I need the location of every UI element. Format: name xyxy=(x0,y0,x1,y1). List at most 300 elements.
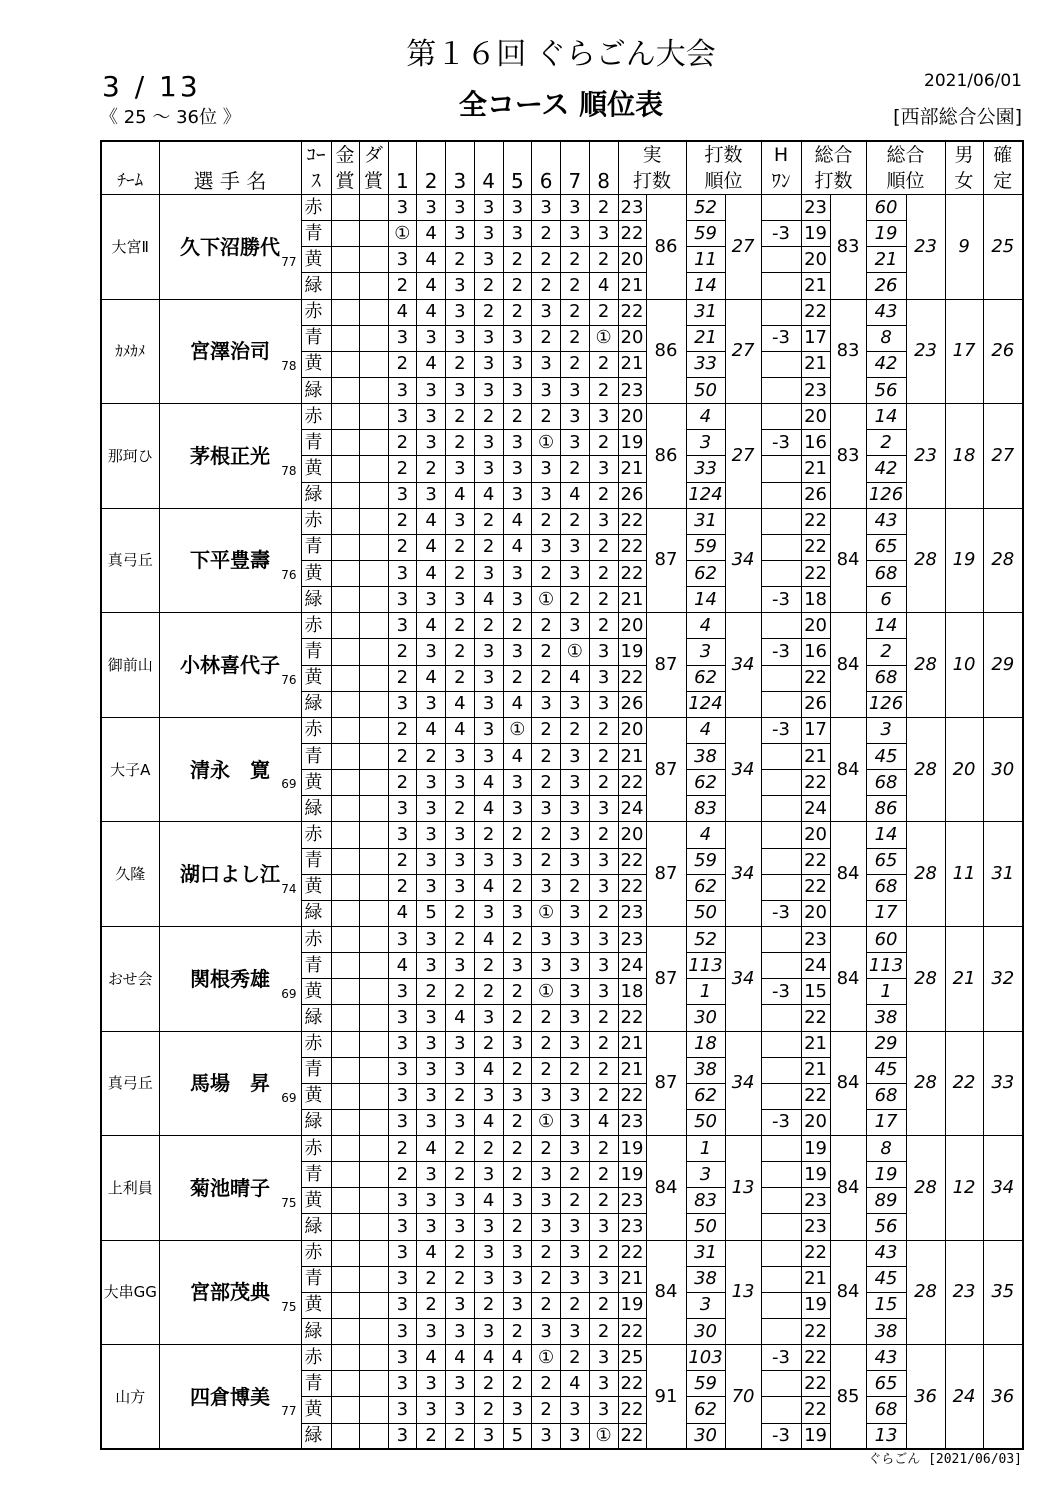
hole-score: 2 xyxy=(589,1005,618,1031)
hole-in-one-bonus xyxy=(761,560,801,586)
team-name: 久隆 xyxy=(101,822,159,927)
course-overall-strokes: 20 xyxy=(801,900,830,926)
hole-score: 2 xyxy=(503,1136,532,1162)
hole-score: 3 xyxy=(589,1266,618,1292)
col-gold-prize-line2: 賞 xyxy=(335,170,355,192)
course-label: 緑 xyxy=(301,691,331,717)
course-strokes-rank: 4 xyxy=(686,717,725,743)
hole-score: 2 xyxy=(503,979,532,1005)
overall-strokes-total: 84 xyxy=(830,822,866,927)
gold-prize-cell xyxy=(331,822,359,848)
hole-score: 2 xyxy=(474,273,503,299)
hole-score: 2 xyxy=(532,1397,561,1423)
hole-score: 3 xyxy=(561,743,590,769)
col-da-prize-line1: ダ xyxy=(363,144,383,166)
hole-score: 2 xyxy=(474,1371,503,1397)
hole-in-one-bonus xyxy=(761,1083,801,1109)
hole-score: 3 xyxy=(561,900,590,926)
overall-rank: 36 xyxy=(906,1345,945,1450)
da-prize-cell xyxy=(359,979,388,1005)
hole-score: 4 xyxy=(388,953,417,979)
hole-score: 3 xyxy=(417,587,446,613)
course-label: 緑 xyxy=(301,900,331,926)
strokes-rank: 34 xyxy=(725,1031,761,1136)
course-overall-rank: 38 xyxy=(866,1005,906,1031)
course-strokes: 22 xyxy=(618,1240,646,1266)
hole-score: 4 xyxy=(561,482,590,508)
hole-score: 3 xyxy=(446,456,475,482)
da-prize-cell xyxy=(359,1345,388,1371)
course-strokes-rank: 11 xyxy=(686,247,725,273)
hole-in-one-score: ① xyxy=(388,221,417,247)
course-overall-rank: 17 xyxy=(866,1109,906,1135)
hole-score: 2 xyxy=(532,665,561,691)
da-prize-cell xyxy=(359,1005,388,1031)
hole-score: 3 xyxy=(561,1083,590,1109)
course-label: 赤 xyxy=(301,717,331,743)
hole-score: 3 xyxy=(388,1109,417,1135)
ranking-body xyxy=(101,195,1023,1450)
hole-score: 3 xyxy=(388,1266,417,1292)
course-overall-rank: 2 xyxy=(866,639,906,665)
course-overall-rank: 126 xyxy=(866,482,906,508)
course-overall-strokes: 22 xyxy=(801,665,830,691)
course-overall-strokes: 22 xyxy=(801,848,830,874)
da-prize-cell xyxy=(359,743,388,769)
hole-score: 2 xyxy=(474,979,503,1005)
hole-score: 2 xyxy=(388,508,417,534)
course-strokes-rank: 62 xyxy=(686,665,725,691)
da-prize-cell xyxy=(359,822,388,848)
hole-score: 2 xyxy=(532,1292,561,1318)
player-age: 69 xyxy=(281,986,297,1001)
hole-score: 2 xyxy=(503,1057,532,1083)
course-strokes-rank: 3 xyxy=(686,1162,725,1188)
hole-score: 3 xyxy=(417,1397,446,1423)
hole-score: 3 xyxy=(446,743,475,769)
course-label: 赤 xyxy=(301,1031,331,1057)
hole-in-one-score: ① xyxy=(532,1345,561,1371)
course-overall-rank: 38 xyxy=(866,1319,906,1345)
hole-in-one-score: ① xyxy=(561,639,590,665)
hole-score: 3 xyxy=(561,430,590,456)
da-prize-cell xyxy=(359,691,388,717)
col-strokes-line2: 打数 xyxy=(633,170,672,192)
hole-score: 2 xyxy=(532,404,561,430)
team-name: 山方 xyxy=(101,1345,159,1450)
course-label: 緑 xyxy=(301,587,331,613)
strokes-total: 87 xyxy=(646,508,686,613)
overall-strokes-total: 84 xyxy=(830,508,866,613)
course-overall-strokes: 17 xyxy=(801,717,830,743)
hole-score: 3 xyxy=(417,377,446,403)
hole-in-one-score: ① xyxy=(532,1109,561,1135)
course-strokes: 19 xyxy=(618,1162,646,1188)
hole-score: 2 xyxy=(417,456,446,482)
hole-score: 2 xyxy=(589,1057,618,1083)
hole-score: 3 xyxy=(503,770,532,796)
course-overall-rank: 45 xyxy=(866,1266,906,1292)
team-name: ｶﾒｶﾒ xyxy=(101,299,159,404)
course-strokes: 21 xyxy=(618,1031,646,1057)
hole-score: 2 xyxy=(446,665,475,691)
hole-score: 3 xyxy=(446,1031,475,1057)
team-name: おせ会 xyxy=(101,926,159,1031)
course-strokes: 26 xyxy=(618,691,646,717)
player-name: 茅根正光 xyxy=(190,443,270,468)
hole-score: 2 xyxy=(532,743,561,769)
hole-score: 3 xyxy=(503,1083,532,1109)
course-overall-rank: 8 xyxy=(866,325,906,351)
strokes-rank: 34 xyxy=(725,717,761,822)
course-strokes: 22 xyxy=(618,1083,646,1109)
player-age: 77 xyxy=(281,254,297,269)
course-overall-rank: 43 xyxy=(866,1240,906,1266)
hole-score: 3 xyxy=(417,691,446,717)
course-label: 赤 xyxy=(301,404,331,430)
hole-score: 3 xyxy=(388,1214,417,1240)
gender-rank: 19 xyxy=(945,508,983,613)
col-hole-6: 6 xyxy=(532,141,561,195)
hole-score: 3 xyxy=(474,456,503,482)
hole-score: 3 xyxy=(532,377,561,403)
course-overall-strokes: 19 xyxy=(801,221,830,247)
hole-score: 2 xyxy=(417,1292,446,1318)
hole-score: 4 xyxy=(446,1345,475,1371)
hole-score: 3 xyxy=(561,1214,590,1240)
course-strokes-rank: 59 xyxy=(686,534,725,560)
course-overall-rank: 8 xyxy=(866,1136,906,1162)
course-strokes: 21 xyxy=(618,743,646,769)
player-name: 菊池晴子 xyxy=(190,1175,270,1200)
gold-prize-cell xyxy=(331,717,359,743)
hole-score: 2 xyxy=(446,404,475,430)
da-prize-cell xyxy=(359,351,388,377)
hole-score: 3 xyxy=(388,796,417,822)
player-first-course-row xyxy=(101,299,1023,325)
hole-score: 3 xyxy=(561,1005,590,1031)
col-da-prize xyxy=(359,141,388,195)
gold-prize-cell xyxy=(331,1188,359,1214)
course-overall-rank: 60 xyxy=(866,195,906,221)
hole-score: 3 xyxy=(446,953,475,979)
hole-score: 3 xyxy=(503,1188,532,1214)
hole-score: 2 xyxy=(388,717,417,743)
hole-score: 3 xyxy=(446,377,475,403)
hole-score: 3 xyxy=(561,534,590,560)
hole-score: 3 xyxy=(561,1397,590,1423)
player-cell xyxy=(159,1031,301,1136)
hole-score: 3 xyxy=(589,639,618,665)
hole-score: 3 xyxy=(417,430,446,456)
hole-score: 3 xyxy=(417,195,446,221)
hole-score: 4 xyxy=(589,273,618,299)
hole-score: 3 xyxy=(532,874,561,900)
hole-score: 3 xyxy=(474,900,503,926)
hole-score: 3 xyxy=(561,1319,590,1345)
course-strokes: 21 xyxy=(618,273,646,299)
hole-score: 4 xyxy=(503,508,532,534)
hole-score: 3 xyxy=(388,587,417,613)
hole-score: 2 xyxy=(446,430,475,456)
course-overall-strokes: 21 xyxy=(801,743,830,769)
strokes-total: 87 xyxy=(646,822,686,927)
hole-score: 3 xyxy=(388,1292,417,1318)
gender-rank: 9 xyxy=(945,195,983,300)
hole-score: 2 xyxy=(561,325,590,351)
gold-prize-cell xyxy=(331,770,359,796)
course-label: 青 xyxy=(301,848,331,874)
course-strokes-rank: 62 xyxy=(686,770,725,796)
player-name: 関根秀雄 xyxy=(190,966,270,991)
course-label: 黄 xyxy=(301,456,331,482)
course-overall-strokes: 20 xyxy=(801,822,830,848)
gold-prize-cell xyxy=(331,743,359,769)
da-prize-cell xyxy=(359,508,388,534)
course-overall-rank: 56 xyxy=(866,1214,906,1240)
hole-score: 2 xyxy=(589,534,618,560)
course-overall-rank: 68 xyxy=(866,560,906,586)
da-prize-cell xyxy=(359,482,388,508)
course-strokes-rank: 3 xyxy=(686,639,725,665)
hole-score: 3 xyxy=(532,1188,561,1214)
gender-rank: 20 xyxy=(945,717,983,822)
hole-score: 3 xyxy=(417,796,446,822)
course-label: 青 xyxy=(301,1371,331,1397)
hole-score: 3 xyxy=(474,1162,503,1188)
venue-name: [西部総合公園] xyxy=(893,106,1022,128)
hole-score: 2 xyxy=(561,299,590,325)
course-strokes-rank: 30 xyxy=(686,1423,725,1449)
course-strokes-rank: 52 xyxy=(686,195,725,221)
course-label: 緑 xyxy=(301,1214,331,1240)
overall-rank: 28 xyxy=(906,717,945,822)
hole-score: 3 xyxy=(589,1214,618,1240)
hole-score: 3 xyxy=(474,247,503,273)
hole-score: 2 xyxy=(503,1162,532,1188)
hole-in-one-bonus xyxy=(761,953,801,979)
course-overall-strokes: 22 xyxy=(801,534,830,560)
course-label: 黄 xyxy=(301,1083,331,1109)
col-strokes-rank-line1: 打数 xyxy=(704,144,743,166)
hole-score: 3 xyxy=(561,404,590,430)
course-overall-rank: 68 xyxy=(866,1397,906,1423)
hole-score: 3 xyxy=(388,1005,417,1031)
hole-score: 3 xyxy=(561,195,590,221)
course-strokes-rank: 30 xyxy=(686,1319,725,1345)
course-label: 赤 xyxy=(301,822,331,848)
course-strokes-rank: 50 xyxy=(686,1214,725,1240)
hole-score: 4 xyxy=(474,874,503,900)
col-hole-2: 2 xyxy=(417,141,446,195)
team-name: 大宮Ⅱ xyxy=(101,195,159,300)
hole-score: 3 xyxy=(417,1214,446,1240)
hole-score: 3 xyxy=(446,299,475,325)
hole-score: 3 xyxy=(532,926,561,952)
hole-score: 2 xyxy=(589,1188,618,1214)
course-overall-strokes: 22 xyxy=(801,1240,830,1266)
hole-score: 3 xyxy=(417,822,446,848)
da-prize-cell xyxy=(359,1057,388,1083)
da-prize-cell xyxy=(359,1083,388,1109)
course-overall-strokes: 19 xyxy=(801,1136,830,1162)
col-hole-7: 7 xyxy=(561,141,590,195)
course-label: 青 xyxy=(301,534,331,560)
gold-prize-cell xyxy=(331,299,359,325)
final-rank: 31 xyxy=(983,822,1023,927)
hole-in-one-bonus xyxy=(761,508,801,534)
player-first-course-row xyxy=(101,404,1023,430)
gold-prize-cell xyxy=(331,1005,359,1031)
course-overall-strokes: 22 xyxy=(801,299,830,325)
course-strokes: 22 xyxy=(618,1397,646,1423)
course-strokes: 21 xyxy=(618,1057,646,1083)
hole-score: 3 xyxy=(561,1240,590,1266)
hole-score: 4 xyxy=(474,770,503,796)
course-label: 赤 xyxy=(301,195,331,221)
gold-prize-cell xyxy=(331,953,359,979)
course-overall-rank: 45 xyxy=(866,1057,906,1083)
header-row xyxy=(101,141,1023,195)
course-strokes: 22 xyxy=(618,1319,646,1345)
gold-prize-cell xyxy=(331,587,359,613)
hole-score: 3 xyxy=(561,926,590,952)
course-overall-rank: 68 xyxy=(866,874,906,900)
gold-prize-cell xyxy=(331,1109,359,1135)
course-label: 緑 xyxy=(301,377,331,403)
hole-score: 2 xyxy=(589,587,618,613)
course-overall-rank: 19 xyxy=(866,1162,906,1188)
player-name: 馬場 昇 xyxy=(190,1071,270,1096)
hole-score: 2 xyxy=(446,1162,475,1188)
course-strokes-rank: 59 xyxy=(686,221,725,247)
course-strokes-rank: 50 xyxy=(686,377,725,403)
course-overall-rank: 14 xyxy=(866,404,906,430)
course-strokes: 22 xyxy=(618,770,646,796)
col-gold-prize xyxy=(331,141,359,195)
final-rank: 33 xyxy=(983,1031,1023,1136)
course-strokes-rank: 33 xyxy=(686,351,725,377)
hole-in-one-score: ① xyxy=(532,587,561,613)
hole-score: 2 xyxy=(446,979,475,1005)
da-prize-cell xyxy=(359,1214,388,1240)
overall-rank: 23 xyxy=(906,299,945,404)
player-cell xyxy=(159,508,301,613)
hole-in-one-bonus xyxy=(761,1319,801,1345)
gold-prize-cell xyxy=(331,1162,359,1188)
hole-score: 2 xyxy=(474,1031,503,1057)
hole-score: 3 xyxy=(446,195,475,221)
course-overall-rank: 68 xyxy=(866,665,906,691)
overall-strokes-total: 83 xyxy=(830,299,866,404)
hole-score: 2 xyxy=(589,1136,618,1162)
course-overall-strokes: 26 xyxy=(801,691,830,717)
hole-score: 4 xyxy=(474,1345,503,1371)
hole-score: 3 xyxy=(474,325,503,351)
course-strokes-rank: 62 xyxy=(686,1397,725,1423)
course-label: 緑 xyxy=(301,796,331,822)
course-overall-rank: 43 xyxy=(866,508,906,534)
player-first-course-row xyxy=(101,717,1023,743)
hole-score: 3 xyxy=(503,377,532,403)
hole-score: 2 xyxy=(446,560,475,586)
player-name: 宮部茂典 xyxy=(190,1280,270,1305)
hole-score: 2 xyxy=(561,587,590,613)
hole-score: 3 xyxy=(532,299,561,325)
course-overall-rank: 21 xyxy=(866,247,906,273)
hole-score: 2 xyxy=(388,874,417,900)
course-strokes: 20 xyxy=(618,325,646,351)
hole-score: 3 xyxy=(388,377,417,403)
hole-score: 2 xyxy=(446,351,475,377)
hole-score: 2 xyxy=(589,1319,618,1345)
da-prize-cell xyxy=(359,639,388,665)
course-overall-rank: 42 xyxy=(866,456,906,482)
course-overall-strokes: 20 xyxy=(801,613,830,639)
hole-score: 2 xyxy=(503,299,532,325)
hole-in-one-bonus xyxy=(761,1188,801,1214)
player-cell xyxy=(159,1345,301,1450)
col-course xyxy=(301,141,331,195)
player-age: 78 xyxy=(281,359,297,374)
hole-score: 2 xyxy=(532,221,561,247)
player-age: 69 xyxy=(281,1091,297,1106)
da-prize-cell xyxy=(359,430,388,456)
gold-prize-cell xyxy=(331,691,359,717)
gold-prize-cell xyxy=(331,482,359,508)
da-prize-cell xyxy=(359,456,388,482)
player-name: 四倉博美 xyxy=(190,1384,270,1409)
col-player: 選 手 名 xyxy=(159,141,301,195)
hole-score: 2 xyxy=(446,926,475,952)
course-overall-rank: 42 xyxy=(866,351,906,377)
col-gender-line2: 女 xyxy=(954,170,974,192)
hole-score: 3 xyxy=(589,926,618,952)
final-rank: 30 xyxy=(983,717,1023,822)
hole-score: 2 xyxy=(446,247,475,273)
hole-in-one-bonus xyxy=(761,1031,801,1057)
hole-score: 2 xyxy=(474,822,503,848)
course-strokes: 19 xyxy=(618,1292,646,1318)
course-label: 緑 xyxy=(301,1319,331,1345)
hole-in-one-score: ① xyxy=(503,717,532,743)
hole-score: 2 xyxy=(503,665,532,691)
hole-score: 2 xyxy=(388,1136,417,1162)
strokes-rank: 27 xyxy=(725,195,761,300)
hole-score: 2 xyxy=(503,1005,532,1031)
hole-score: 3 xyxy=(388,1057,417,1083)
course-overall-rank: 65 xyxy=(866,848,906,874)
hole-score: 3 xyxy=(388,1188,417,1214)
hole-score: 3 xyxy=(474,351,503,377)
hole-in-one-score: ① xyxy=(589,325,618,351)
course-overall-strokes: 23 xyxy=(801,1188,830,1214)
final-rank: 27 xyxy=(983,404,1023,509)
course-overall-rank: 68 xyxy=(866,1083,906,1109)
overall-strokes-total: 84 xyxy=(830,1031,866,1136)
hole-score: 2 xyxy=(589,1292,618,1318)
hole-score: 3 xyxy=(417,848,446,874)
hole-score: 2 xyxy=(589,482,618,508)
hole-score: 3 xyxy=(417,1057,446,1083)
course-strokes-rank: 50 xyxy=(686,900,725,926)
hole-score: 2 xyxy=(532,508,561,534)
course-overall-strokes: 19 xyxy=(801,1423,830,1449)
team-name: 大串GG xyxy=(101,1240,159,1345)
hole-score: 3 xyxy=(417,926,446,952)
hole-score: 2 xyxy=(388,639,417,665)
overall-rank: 28 xyxy=(906,1240,945,1345)
